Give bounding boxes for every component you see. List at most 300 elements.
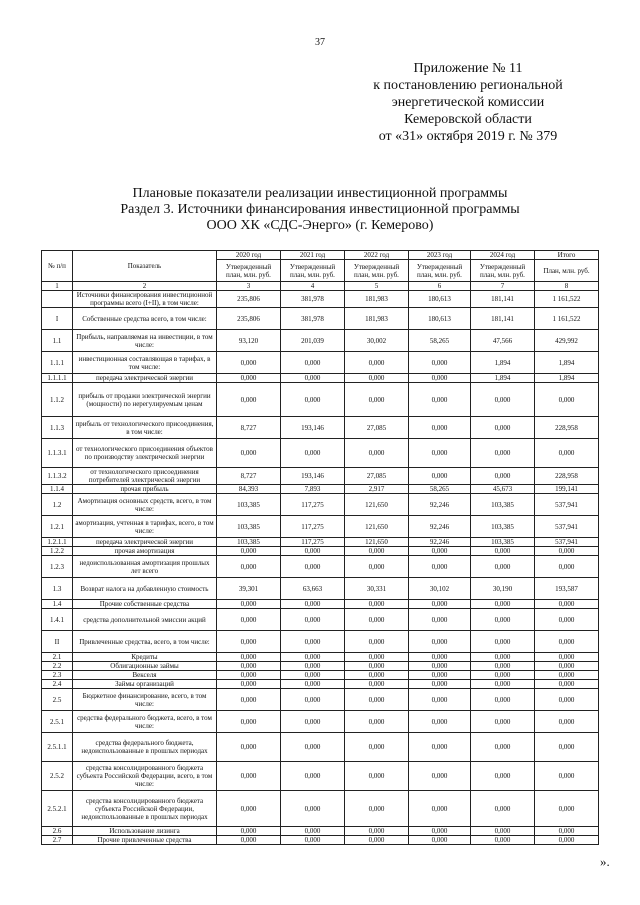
- row-total: 0,000: [535, 600, 599, 609]
- row-value: 0,000: [471, 547, 535, 556]
- row-indicator: Собственные средства всего, в том числе:: [73, 308, 217, 330]
- row-indicator: недоиспользованная амортизация прошлых лет всего: [73, 556, 217, 578]
- row-number: 1.1.3: [42, 417, 73, 439]
- row-value: 0,000: [471, 836, 535, 845]
- row-value: 0,000: [471, 468, 535, 485]
- row-value: 0,000: [281, 600, 345, 609]
- row-value: 0,000: [281, 383, 345, 417]
- row-value: 103,385: [471, 516, 535, 538]
- row-value: 0,000: [409, 556, 471, 578]
- row-indicator: средства консолидированного бюджета субъекта Российской Федерации, всего, в том числе:: [73, 762, 217, 791]
- table-row: [42, 556, 599, 578]
- row-value: 0,000: [217, 689, 281, 711]
- row-value: 180,613: [409, 308, 471, 330]
- header-year: 2024 год: [471, 251, 535, 260]
- row-indicator: от технологического присоединения объектов по производству электрической энергии: [73, 439, 217, 468]
- header-approved: Утвержденный план, млн. руб.: [409, 260, 471, 282]
- row-value: 0,000: [217, 547, 281, 556]
- row-value: 2,917: [345, 485, 409, 494]
- row-number: 1.4: [42, 600, 73, 609]
- table-row: [42, 836, 599, 845]
- row-total: 228,958: [535, 468, 599, 485]
- row-value: 0,000: [409, 671, 471, 680]
- row-value: 0,000: [281, 374, 345, 383]
- row-value: 0,000: [409, 653, 471, 662]
- row-value: 381,978: [281, 291, 345, 308]
- row-value: 0,000: [217, 762, 281, 791]
- row-value: 93,120: [217, 330, 281, 352]
- row-value: 0,000: [217, 671, 281, 680]
- row-total: 1,894: [535, 374, 599, 383]
- row-value: 103,385: [471, 538, 535, 547]
- row-number: I: [42, 308, 73, 330]
- row-value: 0,000: [409, 733, 471, 762]
- row-number: 2.5: [42, 689, 73, 711]
- row-total: 0,000: [535, 631, 599, 653]
- row-value: 235,806: [217, 291, 281, 308]
- row-number: 1.1.1: [42, 352, 73, 374]
- row-value: 0,000: [409, 383, 471, 417]
- row-indicator: средства федерального бюджета, всего, в том числе:: [73, 711, 217, 733]
- table-row: [42, 494, 599, 516]
- row-value: 0,000: [345, 711, 409, 733]
- row-value: 0,000: [345, 680, 409, 689]
- row-value: 30,102: [409, 578, 471, 600]
- row-value: 0,000: [345, 689, 409, 711]
- header-approved: Утвержденный план, млн. руб.: [217, 260, 281, 282]
- row-total: 0,000: [535, 439, 599, 468]
- table-row: [42, 538, 599, 547]
- table-row: [42, 308, 599, 330]
- row-value: 381,978: [281, 308, 345, 330]
- row-indicator: Бюджетное финансирование, всего, в том числе:: [73, 689, 217, 711]
- row-total: 0,000: [535, 836, 599, 845]
- row-value: 0,000: [217, 600, 281, 609]
- row-value: 58,265: [409, 485, 471, 494]
- row-value: 0,000: [471, 680, 535, 689]
- row-value: 0,000: [471, 439, 535, 468]
- table-row: [42, 374, 599, 383]
- index-cell: 1: [42, 282, 73, 291]
- row-value: 30,190: [471, 578, 535, 600]
- index-cell: 6: [409, 282, 471, 291]
- table-row: [42, 291, 599, 308]
- row-value: 30,331: [345, 578, 409, 600]
- row-value: 0,000: [217, 556, 281, 578]
- row-value: 0,000: [217, 609, 281, 631]
- row-total: 0,000: [535, 547, 599, 556]
- row-indicator: средства дополнительной эмиссии акций: [73, 609, 217, 631]
- row-value: 0,000: [217, 791, 281, 827]
- row-total: 429,992: [535, 330, 599, 352]
- row-total: 1 161,522: [535, 291, 599, 308]
- table-row: [42, 733, 599, 762]
- row-value: 103,385: [217, 538, 281, 547]
- row-value: 0,000: [471, 662, 535, 671]
- row-value: 0,000: [471, 827, 535, 836]
- index-cell: 3: [217, 282, 281, 291]
- row-number: 2.4: [42, 680, 73, 689]
- row-value: 0,000: [471, 631, 535, 653]
- row-value: 0,000: [409, 352, 471, 374]
- row-value: 45,673: [471, 485, 535, 494]
- row-value: 0,000: [345, 383, 409, 417]
- row-value: 0,000: [281, 631, 345, 653]
- row-number: 1.1: [42, 330, 73, 352]
- row-indicator: средства консолидированного бюджета субъекта Российской Федерации, недоиспользованные в прошлых периодах: [73, 791, 217, 827]
- row-value: 193,146: [281, 468, 345, 485]
- row-total: 0,000: [535, 827, 599, 836]
- row-value: 7,893: [281, 485, 345, 494]
- row-number: 2.5.1.1: [42, 733, 73, 762]
- index-row: [42, 282, 599, 291]
- row-value: 0,000: [409, 836, 471, 845]
- row-value: 0,000: [345, 631, 409, 653]
- row-value: 0,000: [409, 468, 471, 485]
- row-value: 0,000: [471, 791, 535, 827]
- row-number: 1.1.4: [42, 485, 73, 494]
- row-number: II: [42, 631, 73, 653]
- row-value: 0,000: [471, 671, 535, 680]
- row-value: 0,000: [217, 733, 281, 762]
- row-value: 0,000: [409, 711, 471, 733]
- row-total: 0,000: [535, 662, 599, 671]
- row-value: 0,000: [281, 352, 345, 374]
- row-indicator: прочая амортизация: [73, 547, 217, 556]
- row-total: 193,587: [535, 578, 599, 600]
- row-value: 121,650: [345, 516, 409, 538]
- appendix-line: энергетической комиссии: [391, 95, 545, 110]
- row-number: 2.5.2.1: [42, 791, 73, 827]
- row-value: 0,000: [345, 600, 409, 609]
- row-value: 193,146: [281, 417, 345, 439]
- header-approved: Утвержденный план, млн. руб.: [345, 260, 409, 282]
- row-value: 0,000: [345, 352, 409, 374]
- row-value: 117,275: [281, 494, 345, 516]
- row-total: 537,941: [535, 494, 599, 516]
- row-value: 92,246: [409, 538, 471, 547]
- row-value: 0,000: [217, 374, 281, 383]
- table-row: [42, 762, 599, 791]
- table-row: [42, 417, 599, 439]
- row-indicator: от технологического присоединения потребителей электрической энергии: [73, 468, 217, 485]
- table-row: [42, 711, 599, 733]
- row-value: 92,246: [409, 516, 471, 538]
- row-value: 0,000: [281, 711, 345, 733]
- financing-table: [41, 250, 599, 845]
- row-value: 0,000: [471, 653, 535, 662]
- row-indicator: средства федерального бюджета, недоиспользованные в прошлых периодах: [73, 733, 217, 762]
- row-indicator: Кредиты: [73, 653, 217, 662]
- row-value: 103,385: [471, 494, 535, 516]
- row-total: 0,000: [535, 689, 599, 711]
- row-value: 103,385: [217, 494, 281, 516]
- row-indicator: Источники финансирования инвестиционной программы всего (I+II), в том числе:: [73, 291, 217, 308]
- index-cell: 7: [471, 282, 535, 291]
- row-value: 181,141: [471, 291, 535, 308]
- row-indicator: Использование лизинга: [73, 827, 217, 836]
- row-value: 0,000: [281, 827, 345, 836]
- index-cell: 5: [345, 282, 409, 291]
- row-number: 2.1: [42, 653, 73, 662]
- row-total: 1 161,522: [535, 308, 599, 330]
- index-cell: 4: [281, 282, 345, 291]
- row-total: 0,000: [535, 791, 599, 827]
- row-number: 1.1.3.2: [42, 468, 73, 485]
- row-total: 0,000: [535, 383, 599, 417]
- row-value: 1,894: [471, 374, 535, 383]
- row-value: 0,000: [409, 827, 471, 836]
- row-number: 1.4.1: [42, 609, 73, 631]
- row-value: 181,141: [471, 308, 535, 330]
- index-cell: 8: [535, 282, 599, 291]
- row-value: 0,000: [281, 671, 345, 680]
- row-value: 0,000: [345, 762, 409, 791]
- row-value: 0,000: [345, 547, 409, 556]
- row-indicator: прибыль от технологического присоединения, в том числе:: [73, 417, 217, 439]
- row-value: 84,393: [217, 485, 281, 494]
- appendix-line: Приложение № 11: [413, 61, 523, 76]
- row-value: 0,000: [281, 791, 345, 827]
- table-row: [42, 485, 599, 494]
- table-row: [42, 468, 599, 485]
- row-total: 0,000: [535, 733, 599, 762]
- header-num: № п/п: [42, 251, 73, 282]
- header-year: 2022 год: [345, 251, 409, 260]
- row-value: 0,000: [217, 352, 281, 374]
- row-value: 0,000: [345, 827, 409, 836]
- table-row: [42, 680, 599, 689]
- row-value: 0,000: [471, 762, 535, 791]
- row-value: 0,000: [345, 653, 409, 662]
- row-value: 27,085: [345, 468, 409, 485]
- row-indicator: Векселя: [73, 671, 217, 680]
- row-value: 121,650: [345, 494, 409, 516]
- row-value: 121,650: [345, 538, 409, 547]
- table-row: [42, 791, 599, 827]
- row-value: 181,983: [345, 291, 409, 308]
- row-number: 1.2.2: [42, 547, 73, 556]
- title-line-1: Плановые показатели реализации инвестиционной программы: [132, 186, 508, 201]
- row-total: 0,000: [535, 653, 599, 662]
- row-value: 0,000: [281, 653, 345, 662]
- row-value: 63,663: [281, 578, 345, 600]
- table-row: [42, 609, 599, 631]
- row-value: 0,000: [409, 791, 471, 827]
- table-row: [42, 352, 599, 374]
- row-value: 0,000: [409, 762, 471, 791]
- header-year: 2021 год: [281, 251, 345, 260]
- row-value: 0,000: [471, 600, 535, 609]
- row-value: 0,000: [409, 547, 471, 556]
- table-row: [42, 671, 599, 680]
- row-total: 0,000: [535, 671, 599, 680]
- row-value: 0,000: [409, 631, 471, 653]
- row-indicator: Привлеченные средства, всего, в том числе:: [73, 631, 217, 653]
- row-number: 2.5.2: [42, 762, 73, 791]
- page-number: 37: [315, 37, 325, 48]
- table-row: [42, 547, 599, 556]
- row-value: 0,000: [281, 680, 345, 689]
- row-value: 0,000: [217, 631, 281, 653]
- row-value: 0,000: [471, 609, 535, 631]
- table-row: [42, 662, 599, 671]
- row-number: 1.3: [42, 578, 73, 600]
- row-number: 1.2: [42, 494, 73, 516]
- row-total: 199,141: [535, 485, 599, 494]
- row-value: 8,727: [217, 417, 281, 439]
- index-cell: 2: [73, 282, 217, 291]
- row-value: 0,000: [217, 662, 281, 671]
- row-number: 2.2: [42, 662, 73, 671]
- row-value: 0,000: [281, 439, 345, 468]
- row-value: 0,000: [345, 662, 409, 671]
- title-line-3: ООО ХК «СДС-Энерго» (г. Кемерово): [206, 218, 434, 233]
- row-value: 1,894: [471, 352, 535, 374]
- row-value: 103,385: [217, 516, 281, 538]
- table-row: [42, 383, 599, 417]
- table-row: [42, 330, 599, 352]
- table-row: [42, 439, 599, 468]
- row-total: 0,000: [535, 762, 599, 791]
- header-approved: Утвержденный план, млн. руб.: [471, 260, 535, 282]
- row-value: 47,566: [471, 330, 535, 352]
- row-value: 0,000: [281, 733, 345, 762]
- row-total: 1,894: [535, 352, 599, 374]
- row-total: 0,000: [535, 711, 599, 733]
- row-number: 1.2.1: [42, 516, 73, 538]
- row-value: 92,246: [409, 494, 471, 516]
- row-value: 0,000: [409, 680, 471, 689]
- row-value: 181,983: [345, 308, 409, 330]
- row-total: 537,941: [535, 538, 599, 547]
- row-value: 0,000: [409, 609, 471, 631]
- row-value: 0,000: [345, 609, 409, 631]
- row-value: 8,727: [217, 468, 281, 485]
- row-number: 1.2.1.1: [42, 538, 73, 547]
- row-value: 201,039: [281, 330, 345, 352]
- document-title: [20, 186, 620, 234]
- row-total: 0,000: [535, 556, 599, 578]
- row-indicator: прибыль от продажи электрической энергии (мощности) по нерегулируемым ценам: [73, 383, 217, 417]
- table-row: [42, 827, 599, 836]
- row-indicator: передача электрической энергии: [73, 374, 217, 383]
- row-value: 0,000: [471, 711, 535, 733]
- row-number: 1.1.1.1: [42, 374, 73, 383]
- row-value: 0,000: [217, 827, 281, 836]
- row-value: 0,000: [409, 689, 471, 711]
- row-value: 180,613: [409, 291, 471, 308]
- row-total: 0,000: [535, 609, 599, 631]
- row-value: 0,000: [409, 600, 471, 609]
- row-value: 0,000: [345, 374, 409, 383]
- table-row: [42, 600, 599, 609]
- row-total: 0,000: [535, 680, 599, 689]
- row-value: 0,000: [409, 417, 471, 439]
- row-value: 117,275: [281, 516, 345, 538]
- row-number: 2.7: [42, 836, 73, 845]
- header-name: Показатель: [73, 251, 217, 282]
- row-value: 0,000: [281, 547, 345, 556]
- row-value: 0,000: [345, 671, 409, 680]
- table-row: [42, 631, 599, 653]
- row-value: 0,000: [471, 689, 535, 711]
- row-value: 0,000: [217, 711, 281, 733]
- row-value: 235,806: [217, 308, 281, 330]
- row-value: 0,000: [345, 791, 409, 827]
- title-line-2: Раздел 3. Источники финансирования инвестиционной программы: [120, 202, 520, 217]
- row-value: 0,000: [471, 383, 535, 417]
- appendix-line: Кемеровской области: [404, 112, 532, 127]
- appendix-line: от «31» октября 2019 г. № 379: [378, 129, 558, 144]
- row-value: 0,000: [345, 556, 409, 578]
- row-number: 2.5.1: [42, 711, 73, 733]
- row-value: 0,000: [217, 680, 281, 689]
- row-value: 0,000: [281, 762, 345, 791]
- appendix-line: к постановлению региональной: [373, 78, 563, 93]
- table-row: [42, 653, 599, 662]
- row-indicator: Прочие собственные средства: [73, 600, 217, 609]
- row-indicator: амортизация, учтенная в тарифах, всего, в том числе:: [73, 516, 217, 538]
- row-number: 1.2.3: [42, 556, 73, 578]
- appendix-block: [340, 60, 596, 145]
- row-value: 0,000: [281, 662, 345, 671]
- row-value: 0,000: [281, 836, 345, 845]
- row-value: 0,000: [281, 556, 345, 578]
- row-value: 0,000: [345, 439, 409, 468]
- row-value: 0,000: [217, 439, 281, 468]
- row-number: 1.1.3.1: [42, 439, 73, 468]
- row-value: 0,000: [217, 836, 281, 845]
- table-row: [42, 516, 599, 538]
- header-approved: Утвержденный план, млн. руб.: [281, 260, 345, 282]
- row-total: 228,958: [535, 417, 599, 439]
- row-indicator: передача электрической энергии: [73, 538, 217, 547]
- row-value: 0,000: [471, 417, 535, 439]
- row-value: 27,085: [345, 417, 409, 439]
- row-value: 58,265: [409, 330, 471, 352]
- row-value: 0,000: [471, 556, 535, 578]
- row-value: 117,275: [281, 538, 345, 547]
- row-value: 30,002: [345, 330, 409, 352]
- row-number: [42, 291, 73, 308]
- row-value: 0,000: [409, 439, 471, 468]
- row-value: 0,000: [409, 374, 471, 383]
- header-year: 2023 год: [409, 251, 471, 260]
- row-indicator: Амортизация основных средств, всего, в том числе:: [73, 494, 217, 516]
- row-indicator: Займы организаций: [73, 680, 217, 689]
- row-number: 1.1.2: [42, 383, 73, 417]
- header-total: Итого: [535, 251, 599, 260]
- row-number: 2.6: [42, 827, 73, 836]
- row-value: 0,000: [281, 609, 345, 631]
- row-value: 0,000: [409, 662, 471, 671]
- table-row: [42, 578, 599, 600]
- row-value: 0,000: [471, 733, 535, 762]
- row-indicator: Облигационные займы: [73, 662, 217, 671]
- row-value: 0,000: [217, 653, 281, 662]
- row-indicator: Возврат налога на добавленную стоимость: [73, 578, 217, 600]
- row-value: 0,000: [217, 383, 281, 417]
- row-value: 0,000: [345, 733, 409, 762]
- header-total-sub: План, млн. руб.: [535, 260, 599, 282]
- row-indicator: Прочие привлеченные средства: [73, 836, 217, 845]
- row-number: 2.3: [42, 671, 73, 680]
- row-value: 0,000: [281, 689, 345, 711]
- header-year: 2020 год: [217, 251, 281, 260]
- table-row: [42, 689, 599, 711]
- end-mark: ».: [600, 854, 610, 869]
